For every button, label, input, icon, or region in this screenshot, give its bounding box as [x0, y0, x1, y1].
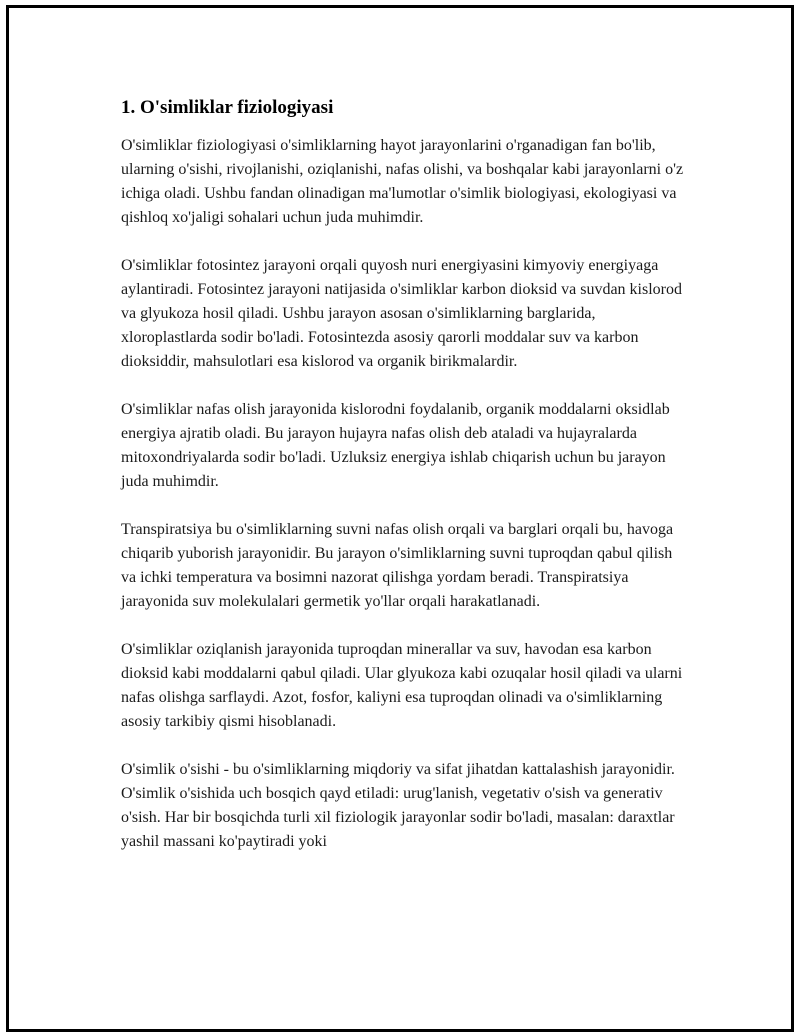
paragraph-respiration: O'simliklar nafas olish jarayonida kislorodni foydalanib, organik moddalarni oksidlab energiya ajratib oladi. Bu jarayon hujayra nafas olish deb ataladi va hujayralarda mitoxondriyalarda sodir bo'ladi. Uzluksiz energiya ishlab chiqarish uchun bu jarayon juda muhimdir.	[121, 401, 670, 490]
document-body	[121, 96, 691, 878]
paragraph-photosynthesis: O'simliklar fotosintez jarayoni orqali quyosh nuri energiyasini kimyoviy energiyaga aylantiradi. Fotosintez jarayoni natijasida o'simliklar karbon dioksid va suvdan kislorod va glyukoza hosil qiladi. Ushbu jarayon asosan o'simliklarning barglarida, xloroplastlarda sodir bo'ladi. Fotosintezda asosiy qarorli moddalar suv va karbon dioksiddir, mahsulotlari esa kislorod va organik birikmalardir.	[121, 257, 682, 370]
paragraph-intro: O'simliklar fiziologiyasi o'simliklarning hayot jarayonlarini o'rganadigan fan bo'lib, ularning o'sishi, rivojlanishi, oziqlanishi, nafas olishi, va boshqalar kabi jarayonlarni o'z ichiga oladi. Ushbu fandan olinadigan ma'lumotlar o'simlik biologiyasi, ekologiyasi va qishloq xo'jaligi sohalari uchun juda muhimdir.	[121, 137, 684, 226]
paragraph-growth: O'simlik o'sishi - bu o'simliklarning miqdoriy va sifat jihatdan kattalashish jarayonidir. O'simlik o'sishida uch bosqich qayd etiladi: urug'lanish, vegetativ o'sish va generativ o'sish. Har bir bosqichda turli xil fiziologik jarayonlar sodir bo'ladi, masalan: daraxtlar yashil massani ko'paytiradi yoki	[121, 761, 675, 850]
section-title: 1. O'simliklar fiziologiyasi	[121, 97, 334, 118]
paragraph-nutrition: O'simliklar oziqlanish jarayonida tuproqdan minerallar va suv, havodan esa karbon dioksid kabi moddalarni qabul qiladi. Ular glyukoza kabi ozuqalar hosil qiladi va ularni nafas olishga sarflaydi. Azot, fosfor, kaliyni esa tuproqdan olinadi va o'simliklarning asosiy tarkibiy qismi hisoblanadi.	[121, 641, 683, 730]
paragraph-transpiration: Transpiratsiya bu o'simliklarning suvni nafas olish orqali va barglari orqali bu, havoga chiqarib yuborish jarayonidir. Bu jarayon o'simliklarning suvni tuproqdan qabul qilish va ichki temperatura va bosimni nazorat qilishga yordam beradi. Transpiratsiya jarayonida suv molekulalari germetik yo'llar orqali harakatlanadi.	[121, 521, 674, 610]
page-frame	[6, 5, 794, 1032]
